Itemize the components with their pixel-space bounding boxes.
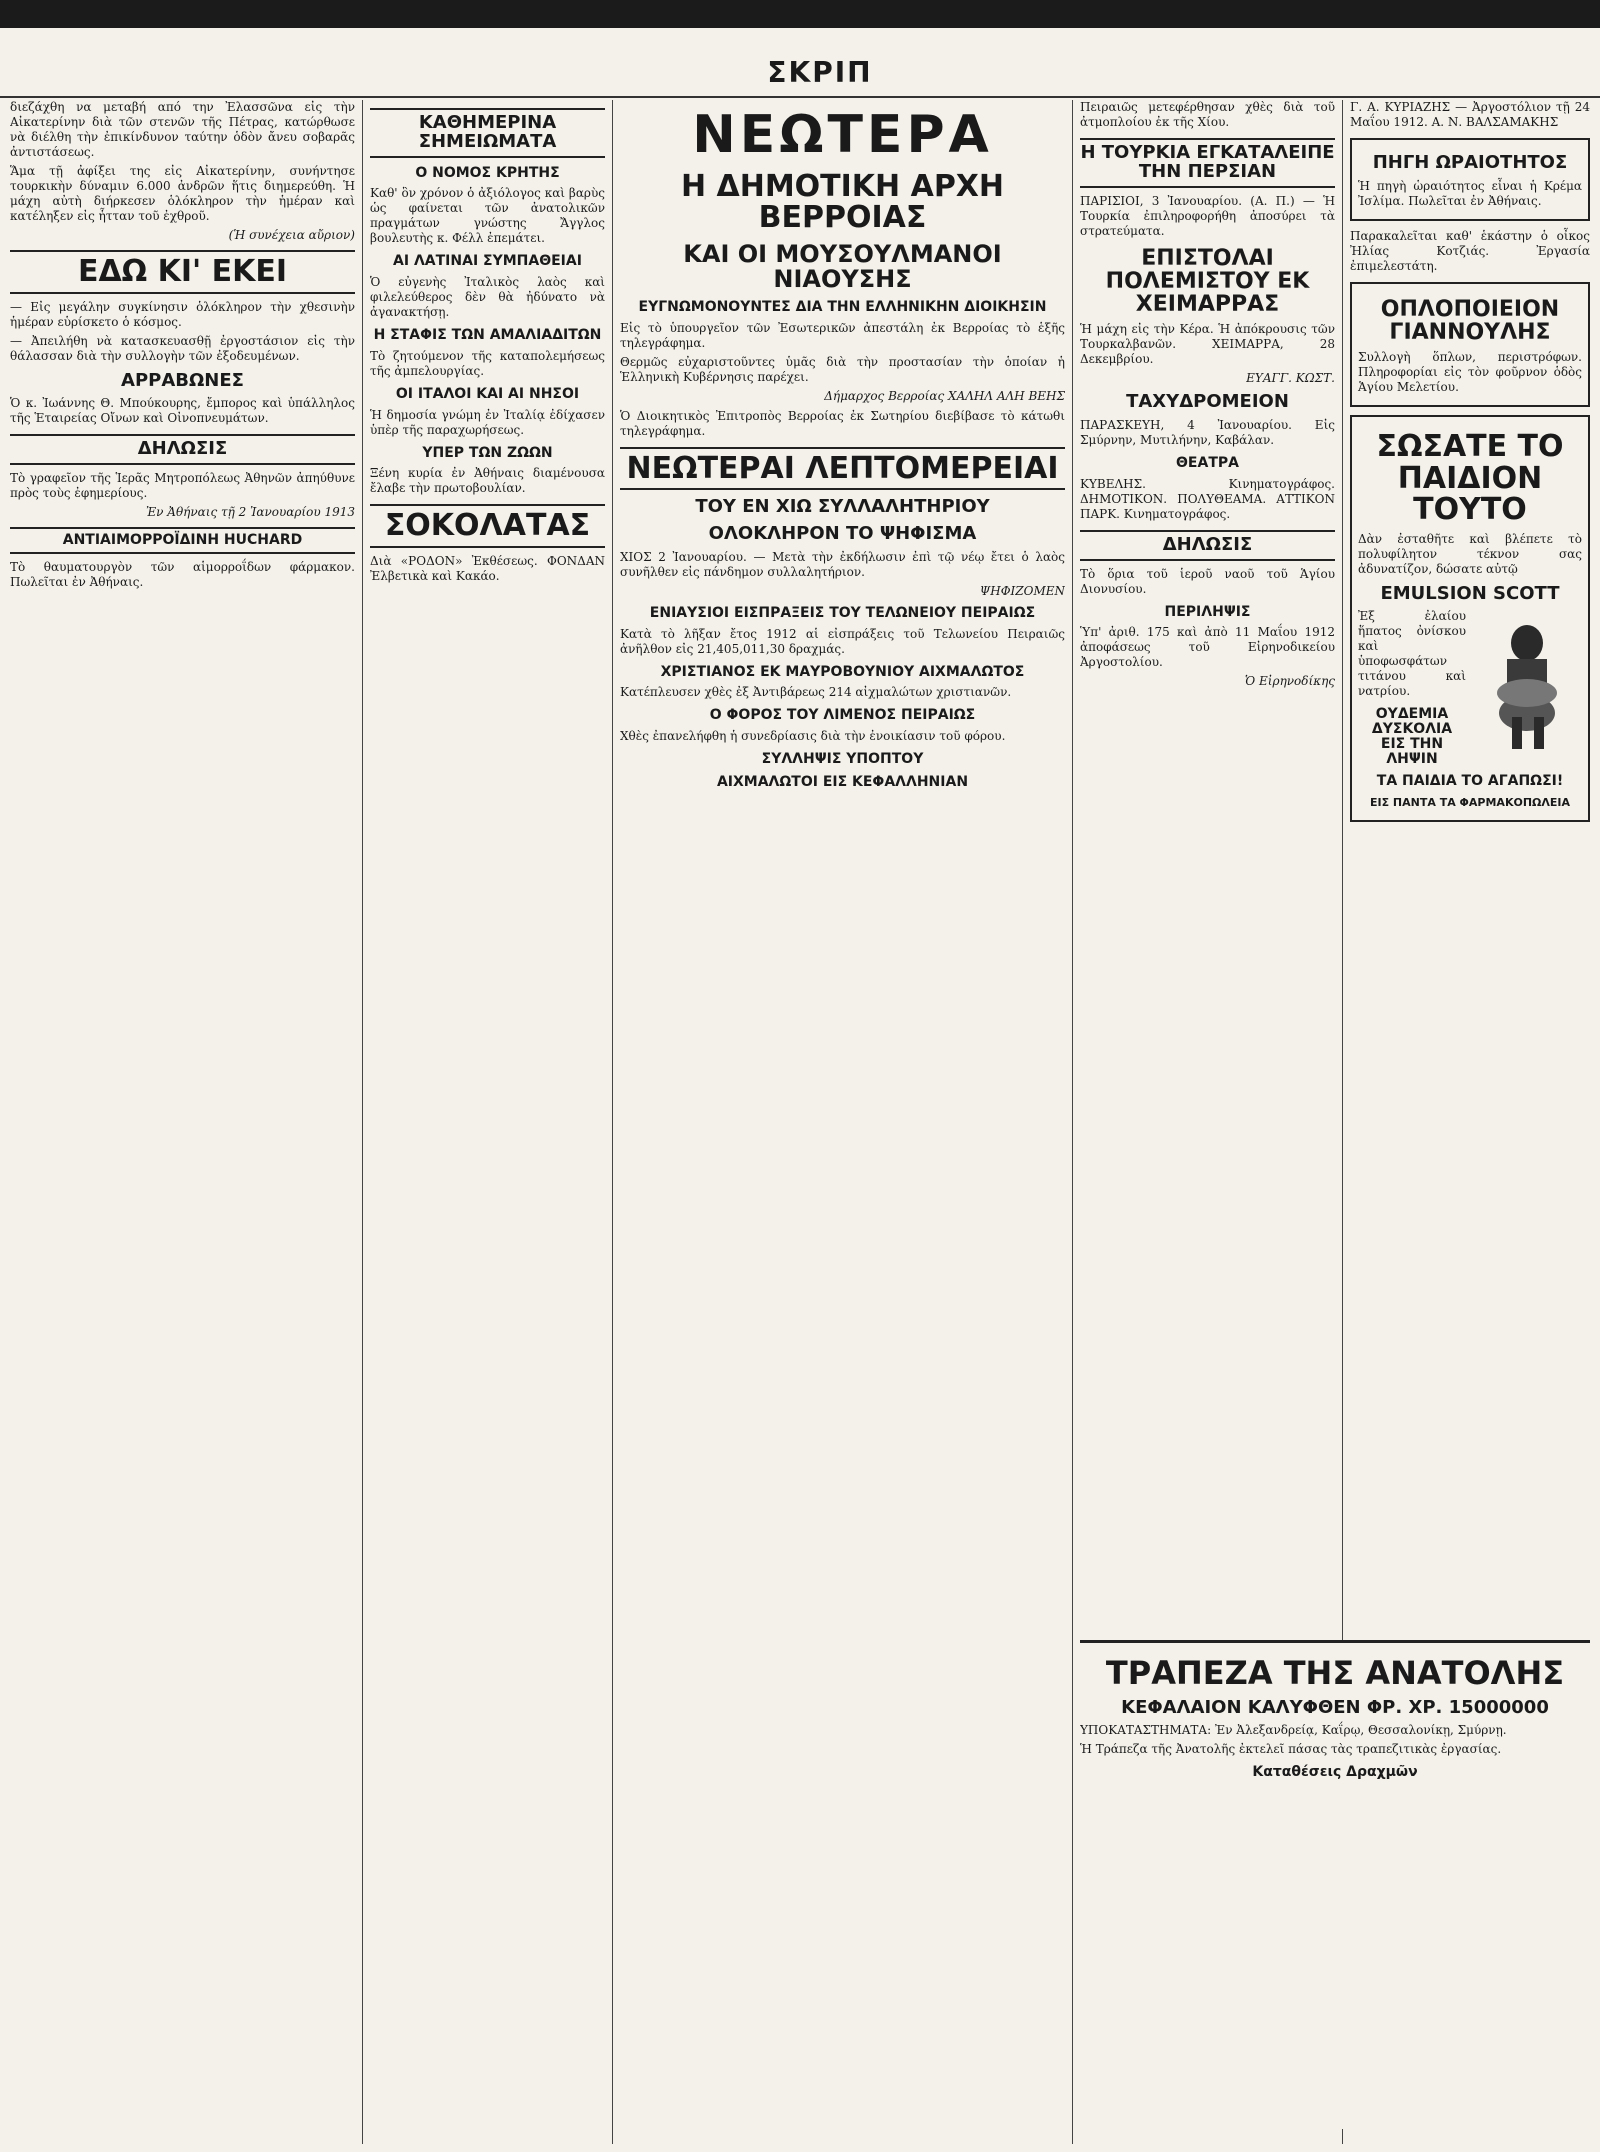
col1-intro: διεζάχθη να μεταβή από την Ἐλασσῶνα εἰς τὴν Αἰκατερίνην διὰ τῶν στενῶν τῆς Πέτρας, κατώρθωσε νὰ διέλθη τὴν ἐπικίνδυνον ταύτην ὁδὸν ἄνευ σοβαρᾶς ἀντιστάσεως.	[10, 100, 355, 159]
heading-latinai: ΑΙ ΛΑΤΙΝΑΙ ΣΥΜΠΑΘΕΙΑΙ	[393, 253, 582, 270]
heading-edo-ki-ekei: ΕΔΩ ΚΙ' ΕΚΕΙ	[10, 250, 355, 294]
ad-giannoulis	[1350, 282, 1590, 407]
col1-paragraph-1: Ἅμα τῇ ἀφίξει της εἰς Αἰκατερίνην, συνήντησε τουρκικὴν δύναμιν 6.000 ἀνδρῶν ἥτις διημερεύθη. Ἡ μάχη αὐτὴ διήρκεσεν ὁλόκληρον τὴν ἡμέραν καὶ κατέληξεν εἰς ἧτταν τοῦ ἐχθροῦ.	[10, 164, 355, 223]
col5-paragraph-4: Δὰν ἐσταθῆτε καὶ βλέπετε τὸ πολυφίλητον τέκνον σας ἀδυνατίζον, δώσατε αὐτῷ	[1358, 531, 1582, 576]
col1-signature-2: Ἐν Ἀθήναις τῇ 2 Ἰανουαρίου 1913	[145, 505, 355, 520]
col3-paragraph-7: Χθὲς ἐπανελήφθη ἡ συνεδρίασις διὰ τὴν ἐνοικίασιν τοῦ φόρου.	[620, 729, 1006, 743]
col3-signature-2: ΨΗΦΙΖΟΜΕΝ	[979, 583, 1065, 598]
col4-signature-1: ΕΥΑΓΓ. ΚΩΣΤ.	[1246, 371, 1335, 386]
col4-paragraph-2: Ἡ μάχη εἰς τὴν Κέρα. Ἡ ἀπόκρουσις τῶν Τουρκαλβανῶν. ΧΕΙΜΑΡΡΑ, 28 Δεκεμβρίου.	[1080, 322, 1335, 367]
ad-pigi-oraiotitos	[1350, 138, 1590, 221]
heading-paidia: ΤΑ ΠΑΙΔΙΑ ΤΟ ΑΓΑΠΩΣΙ!	[1376, 773, 1564, 790]
heading-kefallinian: ΑΙΧΜΑΛΩΤΟΙ ΕΙΣ ΚΕΦΑΛΛΗΝΙΑΝ	[716, 773, 969, 790]
heading-kataseis: Καταθέσεις Δραχμῶν	[1252, 1764, 1418, 1781]
col5-intro: Γ. Α. ΚΥΡΙΑΖΗΣ — Ἀργοστόλιον τῇ 24 Μαΐου 1912. Α. Ν. ΒΑΛΣΑΜΑΚΗΣ	[1350, 100, 1590, 129]
heading-emulsion: EMULSION SCOTT	[1380, 582, 1560, 604]
heading-sokolatas: ΣΟΚΟΛΑΤΑΣ	[370, 504, 605, 548]
heading-zoon: ΥΠΕΡ ΤΩΝ ΖΩΩΝ	[422, 444, 553, 461]
heading-tachydromeion: ΤΑΧΥΔΡΟΜΕΙΟΝ	[1126, 391, 1289, 413]
col5-paragraph-2: Παρακαλεῖται καθ' ἑκάστην ὁ οἶκος Ἠλίας Κοτζιάς. Ἐργασία ἐπιμελεστάτη.	[1350, 228, 1590, 273]
heading-arravones: ΑΡΡΑΒΩΝΕΣ	[121, 369, 244, 391]
col4-paragraph-1: ΠΑΡΙΣΙΟΙ, 3 Ἰανουαρίου. (Α. Π.) — Ἡ Τουρκία ἐπιληροφορήθη ἀποσύρει τὰ στρατεύματα.	[1080, 193, 1335, 238]
col5-paragraph-1: Ἡ πηγὴ ὡραιότητος εἶναι ἡ Κρέμα Ἰσλίμα. Πωλεῖται ἐν Ἀθήναις.	[1358, 178, 1582, 208]
col4-paragraph-6: Ὑπ' ἀριθ. 175 καὶ ἀπὸ 11 Μαΐου 1912 ἀποφάσεως τοῦ Εἰρηνοδικείου Ἀργοστολίου.	[1080, 625, 1335, 670]
col1-paragraph-2: — Εἰς μεγάλην συγκίνησιν ὁλόκληρον τὴν χθεσινὴν ἡμέραν εὑρίσκετο ὁ κόσμος.	[10, 299, 355, 329]
heading-psifisma: ΟΛΟΚΛΗΡΟΝ ΤΟ ΨΗΦΙΣΜΑ	[708, 523, 977, 545]
col5-paragraph-3: Συλλογὴ ὅπλων, περιστρόφων. Πληροφορίαι εἰς τὸν φοῦρνον ὁδὸς Ἁγίου Μελετίου.	[1358, 350, 1582, 395]
col4-signature-2: Ὁ Εἰρηνοδίκης	[1244, 674, 1335, 689]
col1-signature-1: (Ἡ συνέχεια αὔριον)	[228, 228, 355, 242]
col1-paragraph-6: Τὸ θαυματουργὸν τῶν αἱμορροΐδων φάρμακον. Πωλεῖται ἐν Ἀθήναις.	[10, 559, 355, 589]
heading-verroia: Η ΔΗΜΟΤΙΚΗ ΑΡΧΗ ΒΕΡΡΟΙΑΣ	[680, 168, 1005, 236]
heading-trapeza: ΤΡΑΠΕΖΑ ΤΗΣ ΑΝΑΤΟΛΗΣ	[1105, 1654, 1565, 1692]
heading-kathimerina: ΚΑΘΗΜΕΡΙΝΑ ΣΗΜΕΙΩΜΑΤΑ	[370, 108, 605, 158]
column-rule-1	[362, 100, 363, 2144]
heading-stafis: Η ΣΤΑΦΙΣ ΤΩΝ ΑΜΑΛΙΑΔΙΤΩΝ	[373, 327, 602, 344]
fisherman-illustration-icon	[1472, 613, 1582, 753]
col3-paragraph-2: Θερμῶς εὐχαριστοῦντες ὑμᾶς διὰ τὴν προστασίαν τὴν ὁποίαν ἡ Ἑλληνικὴ Κυβέρνησις παρέχει.	[620, 354, 1065, 384]
heading-tourkia: Η ΤΟΥΡΚΙΑ ΕΓΚΑΤΑΛΕΙΠΕ ΤΗΝ ΠΕΡΣΙΑΝ	[1080, 138, 1335, 188]
heading-pigi: ΠΗΓΗ ΩΡΑΙΟΤΗΤΟΣ	[1372, 152, 1568, 173]
col4-paragraph-5: Τὸ ὅρια τοῦ ἱεροῦ ναοῦ τοῦ Ἁγίου Διονυσίου.	[1080, 566, 1335, 596]
col3-paragraph-5: Κατὰ τὸ λῆξαν ἔτος 1912 αἱ εἰσπράξεις τοῦ Τελωνείου Πειραιῶς ἀνῆλθον εἰς 21,405,011,30 δραχμάς.	[620, 626, 1065, 656]
col1-paragraph-4: Ὁ κ. Ἰωάννης Θ. Μπούκουρης, ἔμπορος καὶ ὑπάλληλος τῆς Ἑταιρείας Οἴνων καὶ Οἰνοπνευμάτων.	[10, 396, 355, 426]
heading-huchard: ΑΝΤΙΑΙΜΟΡΡΟΪΔΙΝΗ HUCHARD	[10, 527, 355, 554]
column-1	[10, 100, 355, 2144]
heading-theatra: ΘΕΑΤΡΑ	[1176, 454, 1239, 471]
col1-paragraph-3: — Ἀπειλήθη νὰ κατασκευασθῇ ἐργοστάσιον εἰς τὴν θάλασσαν διὰ τὴν συλλογὴν τῶν ἐξοδευμένων.	[10, 333, 355, 363]
newspaper-name: ΣΚΡΙΠ	[767, 56, 873, 89]
heading-eisprakseis: ΕΝΙΑΥΣΙΟΙ ΕΙΣΠΡΑΞΕΙΣ ΤΟΥ ΤΕΛΩΝΕΙΟΥ ΠΕΙΡΑΙΩΣ	[649, 604, 1036, 621]
col3-paragraph-1: Εἰς τὸ ὑπουργεῖον τῶν Ἐσωτερικῶν ἀπεστάλη ἐκ Βερροίας τὸ ἑξῆς τηλεγράφημα.	[620, 320, 1065, 350]
col4-paragraph-4: ΚΥΒΕΛΗΣ. Κινηματογράφος. ΔΗΜΟΤΙΚΟΝ. ΠΟΛΥΘΕΑΜΑ. ΑΤΤΙΚΟΝ ΠΑΡΚ. Κινηματογράφος.	[1080, 476, 1335, 521]
heading-sosate: ΣΩΣΑΤΕ ΤΟ ΠΑΙΔΙΟΝ ΤΟΥΤΟ	[1376, 429, 1564, 528]
ad-trapeza-anatolis	[1080, 1640, 1590, 2129]
heading-nomos-kritis: Ο ΝΟΜΟΣ ΚΡΗΤΗΣ	[415, 164, 560, 181]
column-2	[370, 100, 605, 2144]
heading-leptomereiai: ΝΕΩΤΕΡΑΙ ΛΕΠΤΟΜΕΡΕΙΑΙ	[620, 447, 1065, 491]
heading-neotera: ΝΕΩΤΕΡΑ	[692, 105, 993, 165]
heading-eugnomonountes: ΕΥΓΝΩΜΟΝΟΥΝΤΕΣ ΔΙΑ ΤΗΝ ΕΛΛΗΝΙΚΗΝ ΔΙΟΙΚΗΣΙΝ	[638, 298, 1047, 315]
col3-signature-1: Δήμαρχος Βερροίας ΧΑΛΗΛ ΑΛΗ ΒΕΗΣ	[824, 388, 1065, 403]
col2-paragraph-2: Ὁ εὐγενὴς Ἰταλικὸς λαὸς καὶ φιλελεύθερος δὲν θὰ ἠδύνατο νὰ ἀγανακτήσῃ.	[370, 275, 605, 320]
col3-paragraph-6: Κατέπλευσεν χθὲς ἐξ Ἀντιβάρεως 214 αἰχμαλώτων χριστιανῶν.	[620, 685, 1012, 700]
heading-kefalaion: ΚΕΦΑΛΑΙΟΝ ΚΑΛΥΦΘΕΝ ΦΡ. ΧΡ. 15000000	[1121, 1696, 1549, 1718]
heading-farmakopoleia: ΕΙΣ ΠΑΝΤΑ ΤΑ ΦΑΡΜΑΚΟΠΩΛΕΙΑ	[1369, 795, 1571, 809]
bank-paragraph-1: Ἡ Τράπεζα τῆς Ἀνατολῆς ἐκτελεῖ πάσας τὰς τραπεζιτικὰς ἐργασίας.	[1080, 1742, 1502, 1757]
col2-paragraph-3: Τὸ ζητούμενον τῆς καταπολεμήσεως τῆς ἀμπελουργίας.	[370, 348, 605, 378]
column-rule-3	[1072, 100, 1073, 2144]
heading-christianos: ΧΡΙΣΤΙΑΝΟΣ ΕΚ ΜΑΥΡΟΒΟΥΝΙΟΥ ΑΙΧΜΑΛΩΤΟΣ	[660, 663, 1025, 680]
col2-paragraph-5: Ξένη κυρία ἐν Ἀθήναις διαμένουσα ἔλαβε τὴν πρωτοβουλίαν.	[370, 466, 605, 496]
col2-paragraph-4: Ἡ δημοσία γνώμη ἐν Ἰταλίᾳ ἐδίχασεν ὑπὲρ τῆς παραχωρήσεως.	[370, 407, 605, 437]
col1-paragraph-5: Τὸ γραφεῖον τῆς Ἱερᾶς Μητροπόλεως Ἀθηνῶν ἀπηύθυνε πρὸς τοὺς ἐφημερίους.	[10, 471, 355, 501]
heading-syllipsis: ΣΥΛΛΗΨΙΣ ΥΠΟΠΤΟΥ	[761, 751, 924, 767]
col2-paragraph-6: Διὰ «ΡΟΔΟΝ» Ἐκθέσεως. ΦΟΝΔΑΝ Ἐλβετικὰ καὶ Κακάο.	[370, 553, 605, 583]
heading-mousoulmanoi: ΚΑΙ ΟΙ ΜΟΥΣΟΥΛΜΑΝΟΙ ΝΙΑΟΥΣΗΣ	[683, 239, 1002, 293]
col2-paragraph-1: Καθ' ὃν χρόνον ὁ ἀξιόλογος καὶ βαρὺς ὡς φαίνεται τῶν ἀνατολικῶν πραγμάτων γνώστης Ἄγγλος βουλευτὴς κ. Φέλλ ἐπεμάτει.	[370, 186, 605, 246]
col3-paragraph-4: ΧΙΟΣ 2 Ἰανουαρίου. — Μετὰ τὴν ἐκδήλωσιν ἐπὶ τῷ νέῳ ἔτει ὁ λαὸς συνῆλθεν εἰς πάνδημον συλλαλητήριον.	[620, 549, 1065, 579]
heading-epistolai: ΕΠΙΣΤΟΛΑΙ ΠΟΛΕΜΙΣΤΟΥ ΕΚ ΧΕΙΜΑΡΡΑΣ	[1105, 245, 1310, 317]
heading-oudemia: ΟΥΔΕΜΙΑ ΔΥΣΚΟΛΙΑ ΕΙΣ ΤΗΝ ΛΗΨΙΝ	[1371, 706, 1453, 767]
top-dark-band	[0, 0, 1600, 28]
heading-foros: Ο ΦΟΡΟΣ ΤΟΥ ΛΙΜΕΝΟΣ ΠΕΙΡΑΙΩΣ	[709, 707, 976, 724]
column-3	[620, 100, 1065, 2144]
heading-dilosis-1: ΔΗΛΩΣΙΣ	[10, 434, 355, 465]
col4-intro: Πειραιῶς μετεφέρθησαν χθὲς διὰ τοῦ ἀτμοπλοίου ἐκ τῆς Χίου.	[1080, 100, 1335, 129]
heading-chios: ΤΟΥ ΕΝ ΧΙΩ ΣΥΛΛΑΛΗΤΗΡΙΟΥ	[695, 496, 990, 518]
column-rule-2	[612, 100, 613, 2144]
heading-italoi: ΟΙ ΙΤΑΛΟΙ ΚΑΙ ΑΙ ΝΗΣΟΙ	[395, 385, 580, 402]
bank-branches: ΥΠΟΚΑΤΑΣΤΗΜΑΤΑ: Ἐν Ἀλεξανδρείᾳ, Καΐρῳ, Θεσσαλονίκῃ, Σμύρνῃ.	[1080, 1723, 1507, 1738]
masthead	[0, 46, 1600, 98]
heading-dilosis-2: ΔΗΛΩΣΙΣ	[1080, 530, 1335, 561]
col4-paragraph-3: ΠΑΡΑΣΚΕΥΗ, 4 Ἰανουαρίου. Εἰς Σμύρνην, Μυτιλήνην, Καβάλαν.	[1080, 417, 1335, 447]
heading-perilipsis: ΠΕΡΙΛΗΨΙΣ	[1164, 603, 1251, 620]
col3-paragraph-3: Ὁ Διοικητικὸς Ἐπιτροπὸς Βερροίας ἐκ Σωτηρίου διεβίβασε τὸ κάτωθι τηλεγράφημα.	[620, 408, 1065, 438]
heading-giannoulis: ΟΠΛΟΠΟΙΕΙΟΝ ΓΙΑΝΝΟΥΛΗΣ	[1380, 296, 1560, 345]
ad-emulsion-scott	[1350, 415, 1590, 822]
col5-paragraph-5: Ἐξ ἐλαίου ἥπατος ὀνίσκου καὶ ὑποφωσφάτων τιτάνου καὶ νατρίου.	[1358, 609, 1466, 699]
